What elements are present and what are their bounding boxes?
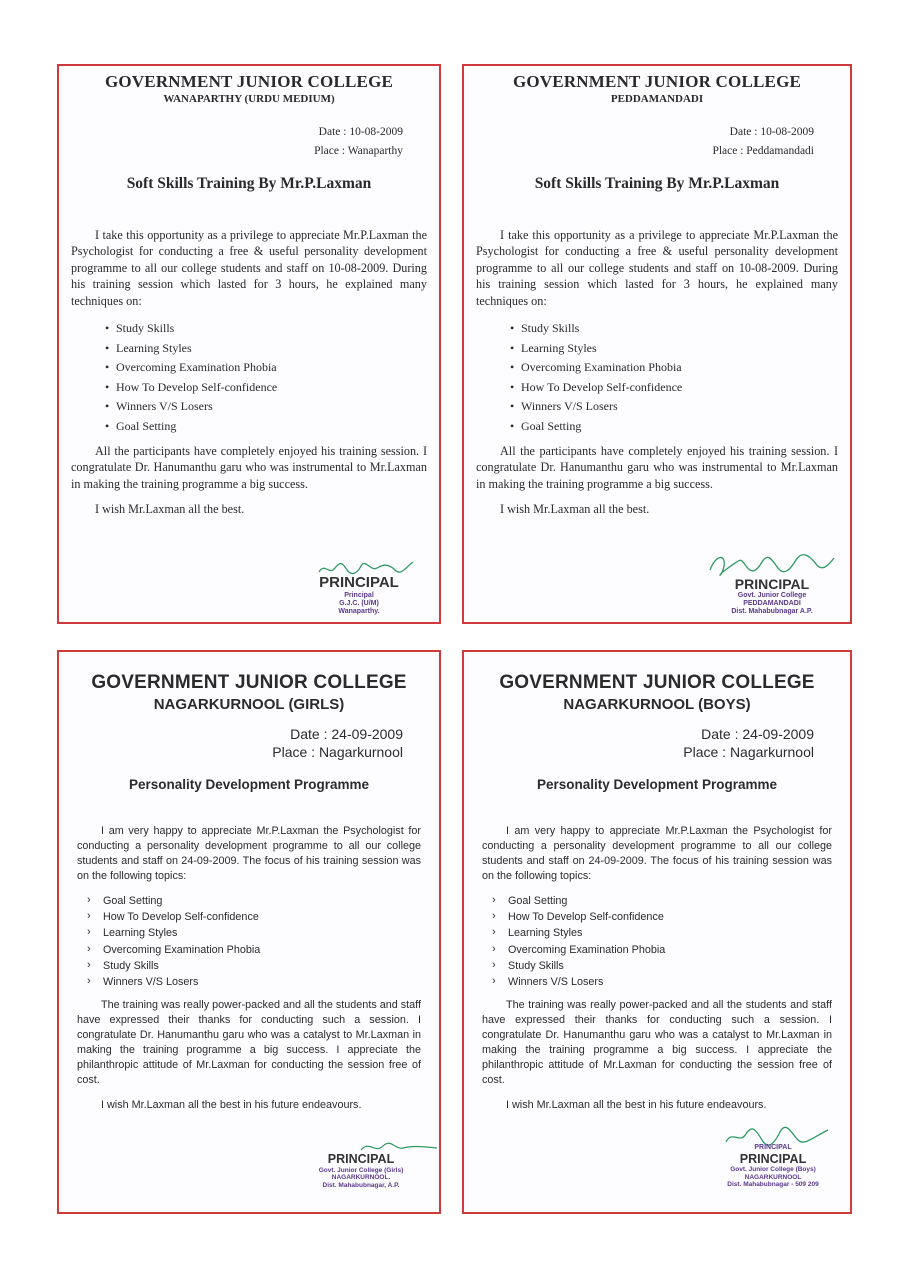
place-line: Place : Nagarkurnool <box>683 744 814 761</box>
date-place-block <box>464 123 850 161</box>
list-item: • Learning Styles <box>510 339 850 359</box>
intro-paragraph: I am very happy to appreciate Mr.P.Laxman the Psychologist for conducting a personality development programme to all our college students and staff on 24-09-2009. The focus of his training session was on the following topics: <box>77 825 421 883</box>
stamp-line: NAGARKURNOOL. <box>331 1174 391 1182</box>
list-item: › How To Develop Self-confidence <box>85 909 439 925</box>
signatory-title: PRINCIPAL <box>327 1152 395 1166</box>
certificate-wanaparthy <box>57 64 441 624</box>
list-item: • Study Skills <box>510 319 850 339</box>
stamp-line: Govt. Junior College <box>737 592 807 599</box>
subject-heading: Personality Development Programme <box>536 777 778 793</box>
stamp-line: G.J.C. (U/M) <box>339 600 379 608</box>
list-item: › Overcoming Examination Phobia <box>490 942 850 958</box>
letterhead <box>59 672 439 713</box>
college-name: GOVERNMENT JUNIOR COLLEGE <box>499 672 815 693</box>
date-line: Date : 24-09-2009 <box>701 726 814 742</box>
closing-line: I wish Mr.Laxman all the best. <box>95 501 245 516</box>
list-item: › Winners V/S Losers <box>85 974 439 990</box>
date-place-block <box>59 123 439 161</box>
date-line: Date : 24-09-2009 <box>290 726 403 742</box>
topic-list <box>85 893 439 990</box>
letterhead <box>464 672 850 713</box>
stamp-line: Dist. Mahabubnagar A.P. <box>731 608 813 616</box>
list-item: • Goal Setting <box>105 417 439 437</box>
stamp-line: Govt. Junior College (Boys) <box>730 1166 816 1174</box>
signatory-title: PRINCIPAL <box>734 576 810 592</box>
place-line: Place : Nagarkurnool <box>272 744 403 761</box>
list-item: › Learning Styles <box>85 925 439 941</box>
subject-heading: Soft Skills Training By Mr.P.Laxman <box>126 174 372 192</box>
closing-line: I wish Mr.Laxman all the best. <box>500 501 650 516</box>
body-paragraph: All the participants have completely enjoyed his training session. I congratulate Dr. Hanumanthu garu who was instrumental to Mr.Laxman in making the training programme a big success. <box>476 443 838 491</box>
list-item: • Study Skills <box>105 319 439 339</box>
signature-block <box>708 1144 838 1188</box>
list-item: › Overcoming Examination Phobia <box>85 942 439 958</box>
list-item: › Learning Styles <box>490 925 850 941</box>
college-branch: NAGARKURNOOL (BOYS) <box>563 696 751 713</box>
signatory-title: PRINCIPAL <box>319 574 399 591</box>
official-stamp <box>712 592 832 616</box>
closing-line: I wish Mr.Laxman all the best in his future endeavours. <box>101 1099 362 1112</box>
date-line: Date : 10-08-2009 <box>729 126 814 138</box>
official-stamp <box>708 1166 838 1188</box>
signature-block <box>309 574 409 616</box>
list-item: › Winners V/S Losers <box>490 974 850 990</box>
official-stamp <box>309 592 409 616</box>
signature-block <box>712 576 832 616</box>
certificate-nagarkurnool-girls <box>57 650 441 1214</box>
stamp-line: Govt. Junior College (Girls) <box>318 1167 404 1174</box>
topic-list <box>510 319 850 436</box>
certificate-peddamandadi <box>462 64 852 624</box>
body-paragraph: The training was really power-packed and all the students and staff have expressed their thanks for conducting such a session. I congratulate Dr. Hanumanthu garu who was a catalyst to Mr.Laxman in making the training programme a big success. I appreciate the philanthropic attitude of Mr.Laxman for conducting the session free of cost. <box>77 999 421 1086</box>
topic-list <box>105 319 439 436</box>
body-paragraph: The training was really power-packed and all the students and staff have expressed their thanks for conducting such a session. I congratulate Dr. Hanumanthu garu who was a catalyst to Mr.Laxman in making the training programme a big success. I appreciate the philanthropic attitude of Mr.Laxman for conducting the session free of cost. <box>482 999 832 1086</box>
subject-heading: Soft Skills Training By Mr.P.Laxman <box>534 174 780 192</box>
signature-block <box>291 1152 431 1189</box>
body-paragraph: All the participants have completely enjoyed his training session. I congratulate Dr. Hanumanthu garu who was instrumental to Mr.Laxman in making the training programme a big success. <box>71 443 427 491</box>
list-item: › Goal Setting <box>85 893 439 909</box>
stamp-line: Wanaparthy. <box>338 608 380 616</box>
subject-heading: Personality Development Programme <box>128 777 370 793</box>
list-item: • How To Develop Self-confidence <box>510 378 850 398</box>
date-place-block <box>464 725 850 761</box>
college-branch: WANAPARTHY (URDU MEDIUM) <box>163 93 335 105</box>
list-item: › Study Skills <box>490 958 850 974</box>
stamp-line: NAGARKURNOOL <box>744 1173 802 1181</box>
date-line: Date : 10-08-2009 <box>318 126 403 138</box>
closing-line: I wish Mr.Laxman all the best in his future endeavours. <box>506 1099 767 1112</box>
topic-list <box>490 893 850 990</box>
stamp-line: PEDDAMANDADI <box>743 600 801 608</box>
official-stamp-title: PRINCIPAL <box>754 1144 792 1151</box>
date-place-block <box>59 725 439 761</box>
college-name: GOVERNMENT JUNIOR COLLEGE <box>91 672 407 693</box>
stamp-line: Dist. Mahabubnagar, A.P. <box>322 1181 400 1189</box>
college-name: GOVERNMENT JUNIOR COLLEGE <box>104 72 394 91</box>
list-item: • Winners V/S Losers <box>510 397 850 417</box>
place-line: Place : Peddamandadi <box>712 144 814 157</box>
letterhead <box>464 72 850 105</box>
place-line: Place : Wanaparthy <box>314 144 403 157</box>
intro-paragraph: I take this opportunity as a privilege to appreciate Mr.P.Laxman the Psychologist for conducting a free & useful personality development programme to all our college students and staff on 10-08-2009. During his training session which lasted for 3 hours, he explained many techniques on: <box>476 227 838 308</box>
list-item: › Goal Setting <box>490 893 850 909</box>
list-item: • Learning Styles <box>105 339 439 359</box>
list-item: › Study Skills <box>85 958 439 974</box>
list-item: › How To Develop Self-confidence <box>490 909 850 925</box>
intro-paragraph: I am very happy to appreciate Mr.P.Laxman the Psychologist for conducting a personality development programme to all our college students and staff on 24-09-2009. The focus of his training session was on the following topics: <box>482 825 832 883</box>
letterhead <box>59 72 439 105</box>
list-item: • Winners V/S Losers <box>105 397 439 417</box>
college-name: GOVERNMENT JUNIOR COLLEGE <box>512 72 802 91</box>
signatory-title: PRINCIPAL <box>739 1152 807 1167</box>
list-item: • Overcoming Examination Phobia <box>510 358 850 378</box>
intro-paragraph: I take this opportunity as a privilege to appreciate Mr.P.Laxman the Psychologist for conducting a free & useful personality development programme to all our college students and staff on 10-08-2009. During his training session which lasted for 3 hours, he explained many techniques on: <box>71 227 427 308</box>
college-branch: PEDDAMANDADI <box>610 93 704 105</box>
list-item: • Overcoming Examination Phobia <box>105 358 439 378</box>
college-branch: NAGARKURNOOL (GIRLS) <box>153 696 345 713</box>
stamp-line: Dist. Mahabubnagar - 509 209 <box>727 1180 819 1188</box>
list-item: • How To Develop Self-confidence <box>105 378 439 398</box>
stamp-line: Principal <box>344 592 374 599</box>
certificate-nagarkurnool-boys <box>462 650 852 1214</box>
official-stamp <box>291 1167 431 1189</box>
list-item: • Goal Setting <box>510 417 850 437</box>
